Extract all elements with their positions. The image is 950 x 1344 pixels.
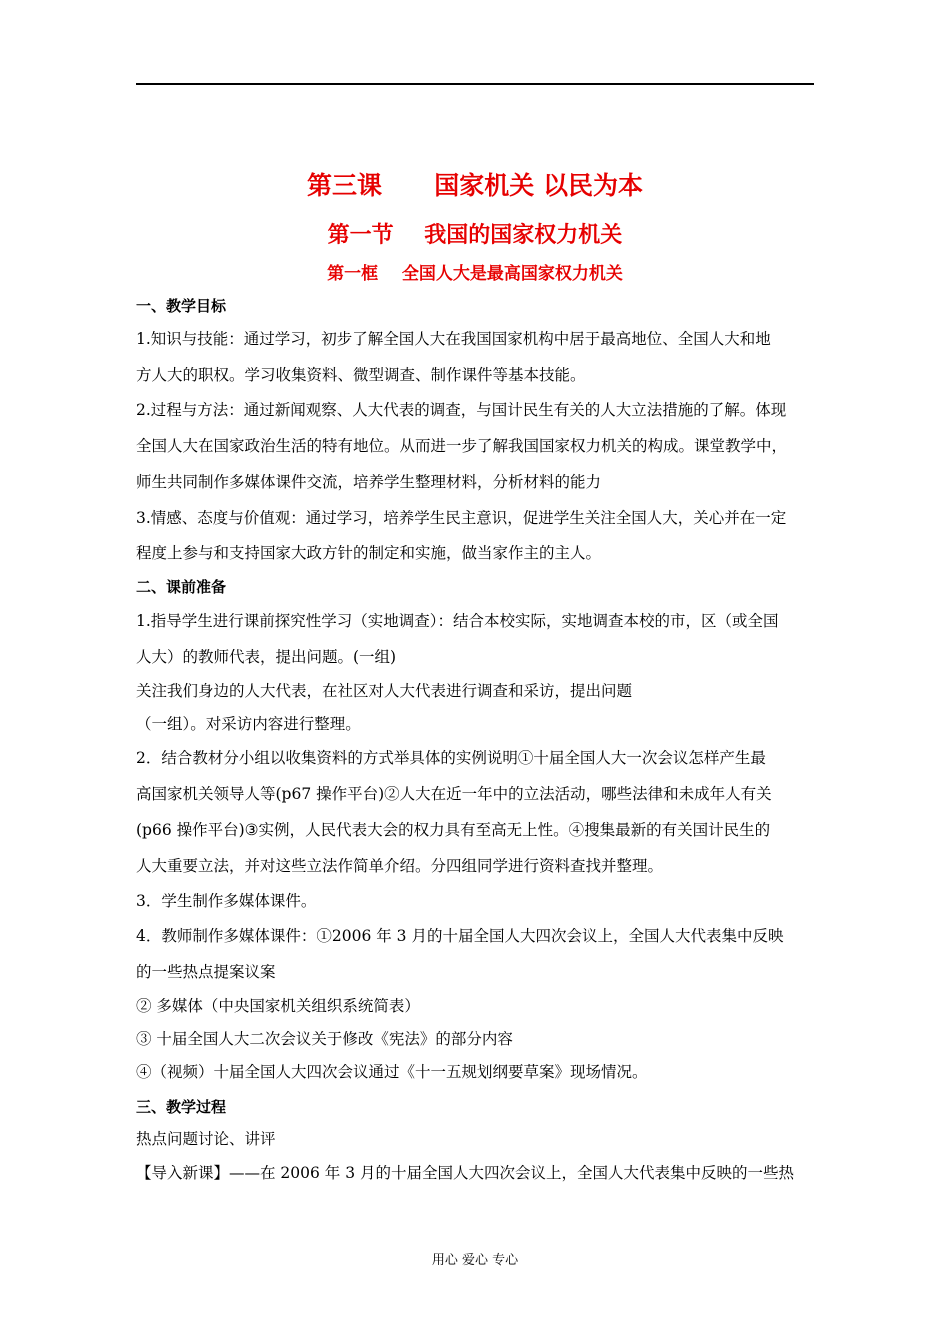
- body-line: 【导入新课】——在 2006 年 3 月的十届全国人大四次会议上，全国人大代表集中反映的一些热: [136, 1164, 795, 1182]
- heading-teaching-process: 三、教学过程: [136, 1098, 227, 1116]
- body-line: ④（视频）十届全国人大四次会议通过《十一五规划纲要草案》现场情况。: [136, 1063, 648, 1081]
- body-line: 人大重要立法，并对这些立法作简单介绍。分四组同学进行资料查找并整理。: [136, 857, 664, 875]
- body-line: ② 多媒体（中央国家机关组织系统简表）: [136, 997, 420, 1015]
- body-line: 3．学生制作多媒体课件。: [136, 892, 317, 910]
- body-line: 全国人大在国家政治生活的特有地位。从而进一步了解我国国家权力机关的构成。课堂教学中，: [136, 437, 788, 455]
- body-line: 热点问题讨论、讲评: [136, 1130, 276, 1148]
- lesson-title: 第三课 国家机关 以民为本: [307, 171, 643, 200]
- body-line: ③ 十届全国人大二次会议关于修改《宪法》的部分内容: [136, 1030, 513, 1048]
- body-line: 1.知识与技能：通过学习，初步了解全国人大在我国国家机构中居于最高地位、全国人大和地: [136, 330, 771, 348]
- body-line: 关注我们身边的人大代表，在社区对人大代表进行调查和采访，提出问题: [136, 682, 633, 700]
- body-line: 人大）的教师代表，提出问题。(一组): [136, 648, 397, 666]
- heading-teaching-goals: 一、教学目标: [136, 297, 227, 315]
- body-line: 2.过程与方法：通过新闻观察、人大代表的调查，与国计民生有关的人大立法措施的了解。体现: [136, 401, 787, 419]
- body-line: 1.指导学生进行课前探究性学习（实地调查）：结合本校实际，实地调查本校的市，区（或全国: [136, 612, 779, 630]
- section-title: 第一节 我国的国家权力机关: [327, 223, 623, 248]
- frame-title: 第一框 全国人大是最高国家权力机关: [327, 264, 623, 284]
- body-line: 方人大的职权。学习收集资料、微型调查、制作课件等基本技能。: [136, 366, 586, 384]
- body-line: 的一些热点提案议案: [136, 963, 276, 981]
- body-line: 高国家机关领导人等(p67 操作平台)②人大在近一年中的立法活动，哪些法律和未成年人有关: [136, 785, 772, 803]
- header-rule: [136, 83, 814, 85]
- body-line: （一组）。对采访内容进行整理。: [136, 715, 361, 733]
- body-line: 4．教师制作多媒体课件：①2006 年 3 月的十届全国人大四次会议上，全国人大代表集中反映: [136, 927, 784, 945]
- body-line: 程度上参与和支持国家大政方针的制定和实施，做当家作主的主人。: [136, 544, 602, 562]
- body-line: (p66 操作平台)③实例，人民代表大会的权力具有至高无上性。④搜集最新的有关国计民生的: [136, 821, 771, 839]
- body-line: 2．结合教材分小组以收集资料的方式举具体的实例说明①十届全国人大一次会议怎样产生最: [136, 749, 766, 767]
- body-line: 3.情感、态度与价值观：通过学习，培养学生民主意识，促进学生关注全国人大，关心并在一定: [136, 509, 787, 527]
- heading-preparation: 二、课前准备: [136, 578, 227, 596]
- body-line: 师生共同制作多媒体课件交流，培养学生整理材料，分析材料的能力: [136, 473, 602, 491]
- page-footer: 用心 爱心 专心: [431, 1253, 519, 1268]
